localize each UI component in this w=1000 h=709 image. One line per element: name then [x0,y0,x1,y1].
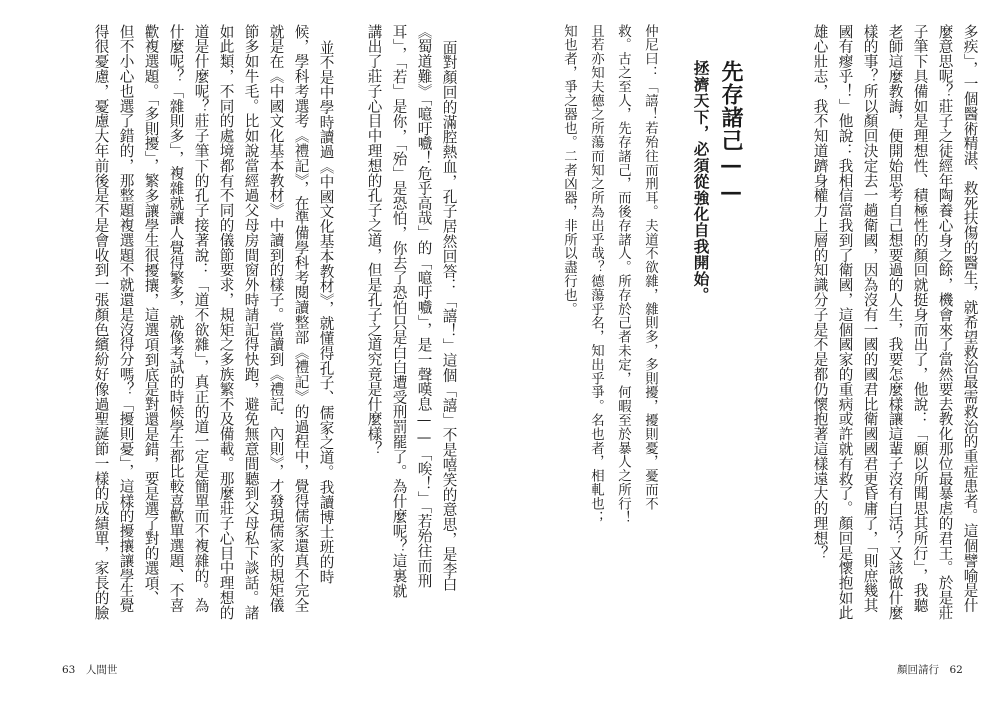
text-column: 道是什麼呢？莊子筆下的孔子接著說：「道不欲雜」，真正的道一定是簡單而不複雜的。為 [192,24,210,613]
quote-column: 仲尼曰：「譆！若殆往而刑耳。夫道不欲雜，雜則多，多則擾，擾則憂，憂而不 [642,24,658,511]
text-column: 面對顏回的滿腔熱血，孔子居然回答：「譆！」這個「譆」不是嘻笑的意思，是李白 [440,40,458,592]
text-column: 耳」，「若」是你，「殆」是恐怕，你去了恐怕只是白白遭受刑罰罷了。為什麼呢？這裏就 [390,24,408,599]
text-column: 老師這麼教誨，便開始思考自己想要過的人生，我要怎麼樣讓這輩子沒有白活？又該做什麼 [886,24,904,620]
text-column: 國有瘳乎！」他說：我相信當我到了衛國，這個國家的重病或許就有救了。顏回是懷抱如此 [836,24,854,620]
text-column: 並不是中學時讀過《中國文化基本教材》，就懂得孔子、儒家之道。我讀博士班的時 [317,40,335,584]
text-column: 什麼呢？「雜則多」，複雜就讓人覺得繁多，就像考試的時候學生都比較喜歡單選題、不喜 [167,24,185,613]
text-column: 麼意思呢？莊子之徒經年陶養心身之餘，機會來了當然要去教化那位最暴虐的君王。於是莊 [936,24,954,620]
text-column: 《蜀道難》「噫吁嚱！危乎高哉」的「噫吁嚱」，是一聲嘆息——「唉！」「若殆往而刑 [415,24,433,588]
quote-column: 且若亦知夫德之所蕩而知之所為出乎哉？德蕩乎名，知出乎爭。名也者，相軋也； [588,24,604,525]
text-column: 樣的事？所以顏回決定去一趟衛國，因為沒有一國的國君比衛國國君更昏庸了，「則庶幾其 [861,24,879,613]
right-page-text [500,24,980,630]
text-column: 得很憂慮，憂慮大年前後是不是會收到一張顏色繽紛好像過聖誕節一樣的成績單，家長的臉 [92,24,110,620]
text-column: 雄心壯志，我不知道躋身權力上層的知識分子是不是都仍懷抱著這樣遠大的理想？ [811,24,829,561]
left-page-text [0,24,470,630]
section-heading: 先存諸己—— [718,60,744,206]
text-column: 多疾」，一個醫術精湛、救死扶傷的醫生，就希望救治最需救治的重症患者。這個譬喻是什 [961,24,979,613]
text-column: 講出了莊子心目中理想的孔子之道，但是孔子之道究竟是什麼樣？ [365,24,383,457]
page-folio-left: 63 人間世 [62,664,118,676]
text-column: 節多如牛毛。比如說當經過父母房間窗外時請記得快跑，避免無意間聽到父母私下談話。諸 [242,24,260,620]
text-column: 但不小心也選了錯的，那整題複選題不就還是沒得分嗎？「擾則憂」，這樣的擾攘讓學生覺 [117,24,135,613]
text-column: 如此類，不同的處境都有不同的儀節要求，規矩之多族繁不及備載。那麼莊子心目中理想的 [217,24,235,620]
text-column: 歡複選題。「多則擾」，繁多讓學生很擾攘，這選項到底是對還是錯，要是選了對的選項、 [142,24,160,606]
section-subheading: 拯濟天下，必須從強化自我開始。 [691,60,711,303]
text-column: 子筆下具備如是理想性、積極性的顏回就挺身而出了，他說：「願以所聞思其所行」，我聽 [911,24,929,613]
right-page [500,0,1000,709]
text-column: 候，學科考選考《禮記》，在準備學科考閱讀整部《禮記》的過程中，覺得儒家還真不完全 [292,24,310,613]
quote-column: 知也者，爭之器也。二者凶器，非所以盡行也。 [561,24,577,316]
text-column: 就是在《中國文化基本教材》中讀到的樣子。當讀到《禮記．內則》，才發現儒家的規矩儀 [267,24,285,613]
quote-column: 救。古之至人，先存諸己，而後存諸人。所存於己者未定，何暇至於暴人之所行！ [615,24,631,525]
page-folio-right: 顏回請行 62 [897,664,963,676]
